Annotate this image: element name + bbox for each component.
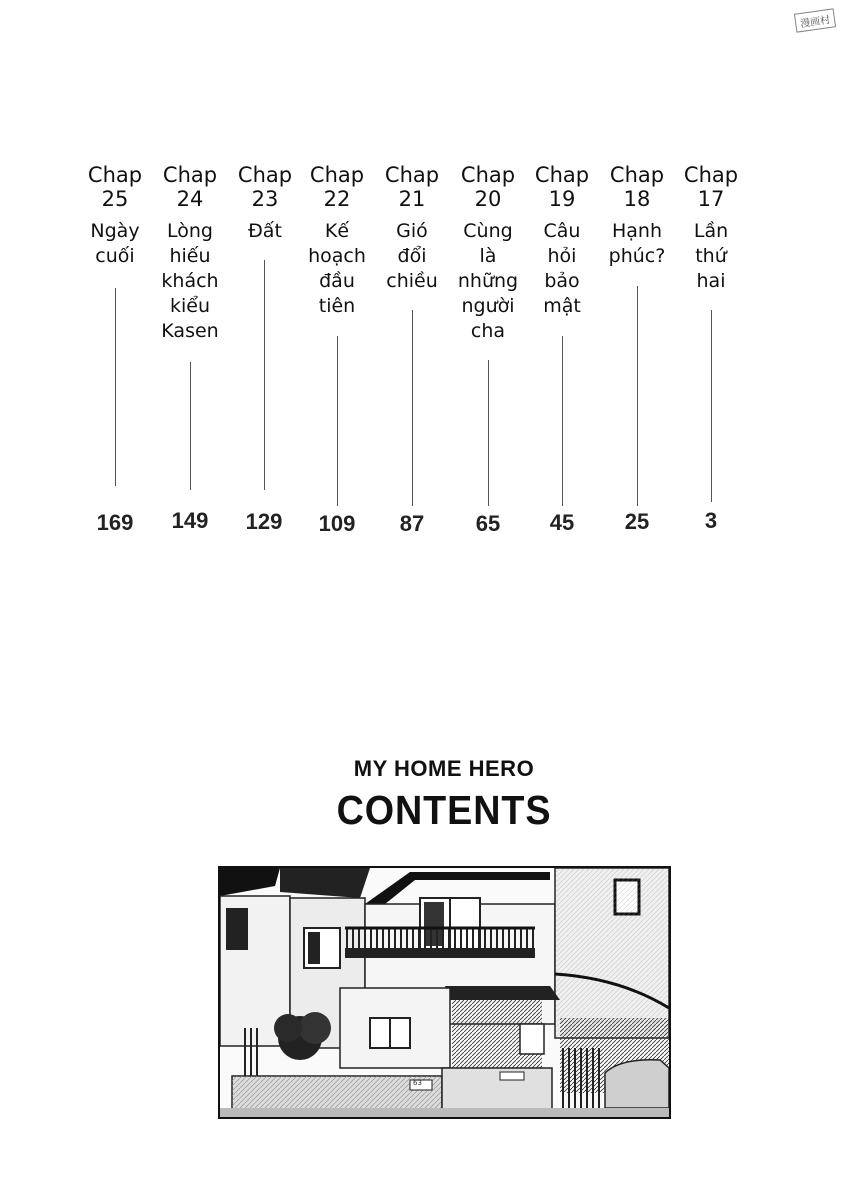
chap-number: 25	[101, 187, 129, 211]
chap-title: Cùng là những người cha	[457, 220, 519, 342]
chap-label: Chap	[609, 163, 665, 187]
chap-label: Chap	[683, 163, 739, 187]
chap-number: 17	[697, 187, 725, 211]
toc-entry[interactable]	[300, 163, 374, 319]
toc-entry[interactable]	[600, 163, 674, 269]
leader-line	[711, 310, 712, 502]
page-number: 87	[399, 511, 425, 536]
chap-label: Chap	[309, 163, 365, 187]
table-of-contents	[0, 0, 844, 560]
toc-entry[interactable]	[451, 163, 525, 344]
page-number: 169	[96, 510, 134, 535]
page-number: 109	[318, 511, 356, 536]
leader-line	[337, 336, 338, 506]
page-number: 129	[245, 509, 283, 534]
leader-line	[562, 336, 563, 506]
chap-label: Chap	[237, 163, 293, 187]
leader-line	[412, 310, 413, 506]
chap-title: Lòng hiếu khách kiểu Kasen	[161, 220, 219, 342]
series-title: MY HOME HERO	[353, 756, 535, 781]
toc-entry[interactable]	[525, 163, 599, 319]
chap-number: 19	[548, 187, 576, 211]
chap-number: 20	[474, 187, 502, 211]
chap-number: 23	[251, 187, 279, 211]
leader-line	[264, 260, 265, 490]
page-number: 65	[475, 511, 501, 536]
house-illustration	[218, 866, 671, 1119]
chap-number: 24	[176, 187, 204, 211]
watermark-stamp: 漫画村	[794, 8, 836, 32]
toc-entry[interactable]	[228, 163, 302, 244]
house-drawing	[220, 868, 669, 1117]
page-number: 149	[171, 508, 209, 533]
chap-label: Chap	[460, 163, 516, 187]
chap-title: Kế hoạch đầu tiên	[308, 220, 366, 317]
leader-line	[488, 360, 489, 506]
contents-heading: CONTENTS	[336, 787, 552, 833]
chap-label: Chap	[162, 163, 218, 187]
chap-title: Câu hỏi bảo mật	[543, 220, 581, 317]
page-number: 25	[624, 509, 650, 534]
chap-title: Gió đổi chiều	[386, 220, 438, 292]
chap-title: Lần thứ hai	[693, 220, 729, 292]
page-number: 3	[704, 508, 718, 533]
toc-entry[interactable]	[674, 163, 748, 294]
chap-title: Ngày cuối	[90, 220, 140, 267]
leader-line	[190, 362, 191, 490]
page-number: 45	[549, 510, 575, 535]
chap-number: 21	[398, 187, 426, 211]
toc-entry[interactable]	[78, 163, 152, 269]
toc-entry[interactable]	[375, 163, 449, 294]
chap-number: 22	[323, 187, 351, 211]
chap-title: Đất	[248, 220, 282, 242]
chap-title: Hạnh phúc?	[608, 220, 666, 267]
chap-number: 18	[623, 187, 651, 211]
house-number-plate: 63	[413, 1079, 422, 1087]
chap-label: Chap	[384, 163, 440, 187]
chap-label: Chap	[87, 163, 143, 187]
leader-line	[637, 286, 638, 506]
leader-line	[115, 288, 116, 486]
toc-entry[interactable]	[153, 163, 227, 344]
chap-label: Chap	[534, 163, 590, 187]
